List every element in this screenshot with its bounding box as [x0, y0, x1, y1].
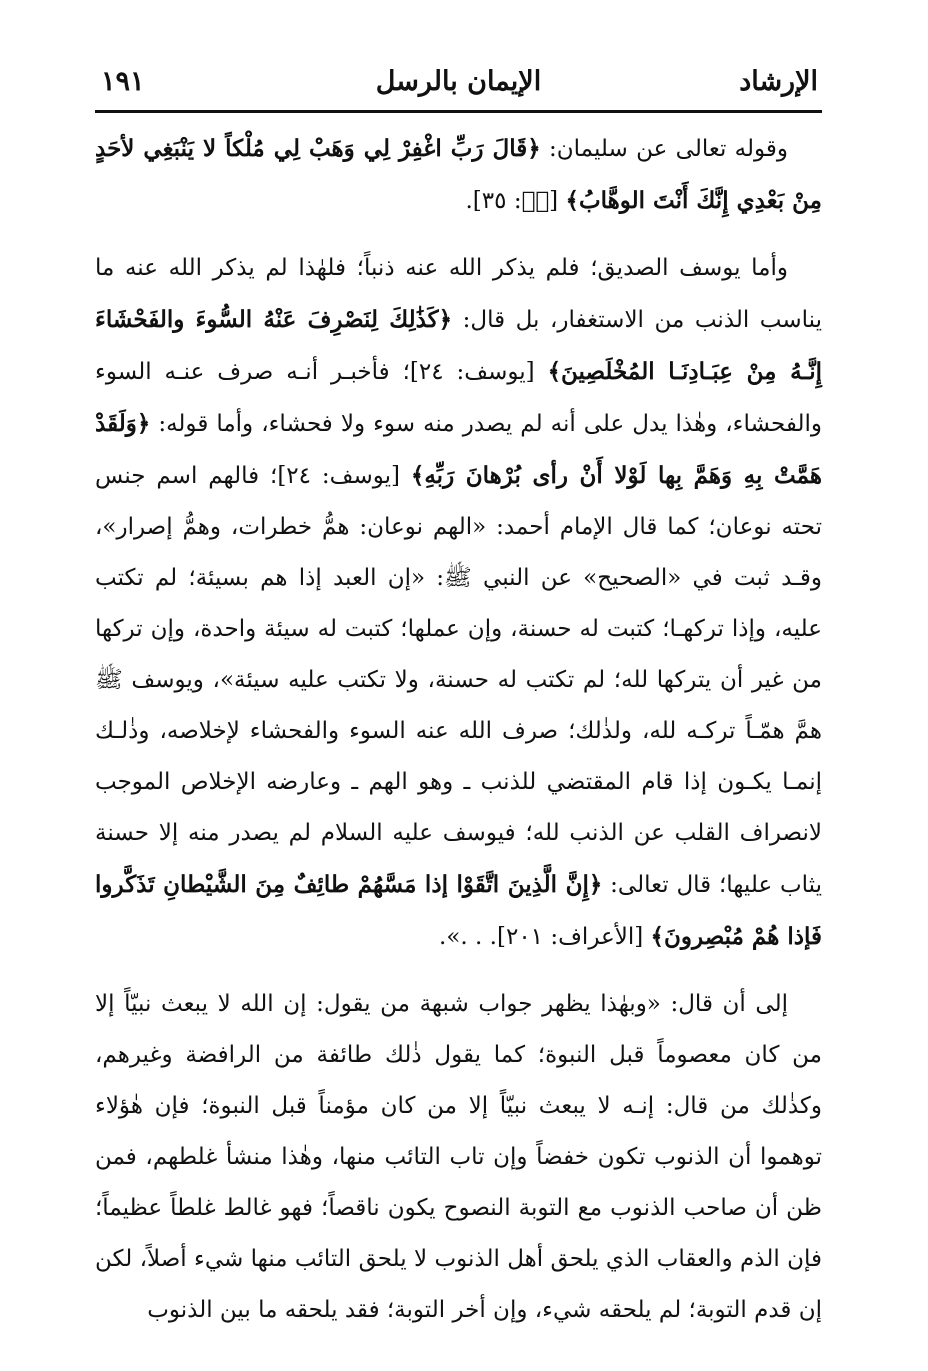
paragraph-continuation [95, 979, 822, 1336]
quran-verse: ﴿كَذَٰلِكَ لِنَصْرِفَ عَنْهُ السُّوءَ والفَحْشَاءَ إِنَّـهُ مِنْ عِبَـادِنَـا المُخْلَصِينَ﴾ [95, 306, 822, 385]
paragraph-solomon-verse [95, 123, 822, 227]
page-header [95, 60, 822, 104]
book-page [95, 60, 822, 1336]
quran-verse: ﴿قَالَ رَبِّ اغْفِرْ لِي وَهَبْ لِي مُلْكاً لا يَنْبَغِي لأحَدٍ مِنْ بَعْدِي إِنَّكَ أَنْتَ الوهَّابُ﴾ [95, 135, 822, 214]
paragraph-text: إلى أن قال: «وبهٰذا يظهر جواب شبهة من يقول: إن الله لا يبعث نبيّاً إلا من كان معصوماً قبل النبوة؛ كما يقول ذٰلك طائفة من الرافضة وغيرهم، وكذٰلك من قال: إنـه لا يبعث نبيّاً إلا من كان مؤمناً قبل النبوة؛ فإن هٰؤلاء توهموا أن الذنوب تكون خفضاً وإن تاب التائب منها، وهٰذا منشأ غلطهم، فمن ظن أن صاحب الذنوب مع التوبة النصوح يكون ناقصاً؛ فهو غالط غلطاً عظيماً؛ فإن الذم والعقاب الذي يلحق أهل الذنوب لا يلحق التائب منها شيء أصلاً، لكن إن قدم التوبة؛ لم يلحقه شيء، وإن أخر التوبة؛ فقد يلحقه ما بين الذنوب [95, 991, 822, 1323]
page-body [95, 123, 822, 1336]
verse-reference: [الأعراف: ٢٠١]. . .». [439, 924, 651, 950]
running-book-title: الإرشاد [739, 66, 818, 97]
quran-verse: ﴿إِنَّ الَّذِينَ اتَّقَوْا إذا مَسَّهُمْ طائِفٌ مِنَ الشَّيْطانِ تَذَكَّروا فَإذا هُمْ مُبْصِرونَ﴾ [95, 871, 822, 950]
paragraph-text: وأما يوسف الصديق؛ فلم يذكر الله عنه ذنباً؛ فلهٰذا لم يذكر الله عنه ما يناسب الذنب من الاستغفار، بل قال: [95, 255, 822, 333]
header-rule [95, 110, 822, 113]
running-chapter-title: الإيمان بالرسل [375, 66, 542, 97]
paragraph-text: [يوسف: ٢٤]؛ فأخبـر أنـه صرف عنـه السوء والفحشاء، وهٰذا يدل على أنه لم يصدر منه سوء ولا فحشاء، وأما قوله: [95, 359, 822, 437]
paragraph-text: [يوسف: ٢٤]؛ فالهم اسم جنس تحته نوعان؛ كما قال الإمام أحمد: «الهم نوعان: همُّ خطرات، وهمُّ إصرار»، وقـد ثبت في «الصحيح» عن النبي ﷺ: «إن العبد إذا هم بسيئة؛ لم تكتب عليه، وإذا تركهـا؛ كتبت له حسنة، وإن عملها؛ كتبت له سيئة واحدة، وإن تركها من غير أن يتركها لله؛ لم تكتب له حسنة، ولا تكتب عليه سيئة»، ويوسف ﷺ همَّ همّـاً تركـه لله، ولذٰلك؛ صرف الله عنه السوء والفحشاء لإخلاصه، وذٰلـك إنمـا يكـون إذا قام المقتضي للذنب ـ وهو الهم ـ وعارضه الإخلاص الموجب لانصراف القلب عن الذنب لله؛ فيوسف عليه السلام لم يصدر منه إلا حسنة يثاب عليها؛ قال تعالى: [95, 463, 823, 898]
page-number: ١٩١ [101, 66, 145, 97]
paragraph-text: وقوله تعالى عن سليمان: [540, 136, 788, 162]
verse-reference: [صۤ: ٣٥]. [465, 188, 566, 214]
paragraph-yusuf [95, 243, 822, 963]
quran-verse: ﴿وَلَقَدْ هَمَّتْ بِهِ وَهَمَّ بِها لَوْلا أَنْ رأى بُرْهانَ رَبِّهِ﴾ [95, 410, 823, 489]
